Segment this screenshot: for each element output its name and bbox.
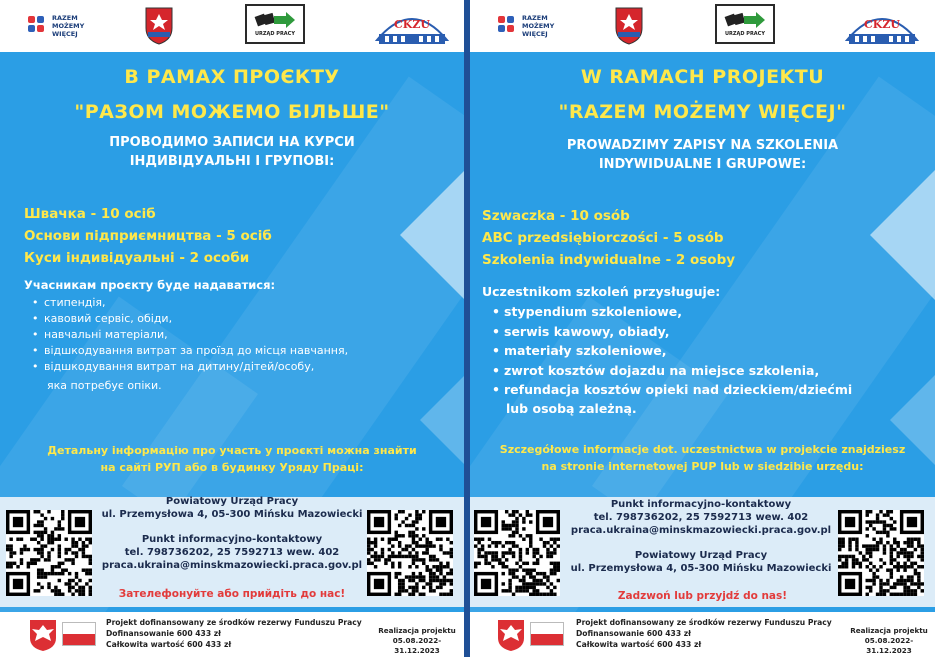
- razem-logo: [498, 8, 570, 44]
- benefit-item: • відшкодування витрат за проїзд до місця навчання,: [30, 343, 348, 359]
- benefit-item: • refundacja kosztów opieki nad dzieckiem/dziećmi: [490, 380, 852, 400]
- polish-flag-icon: [62, 622, 96, 646]
- contact-block: [566, 498, 836, 575]
- svg-text:CKZU: CKZU: [394, 18, 430, 31]
- contact-line: ul. Przemysłowa 4, 05-300 Mińsku Mazowiecki: [101, 509, 363, 520]
- decor-triangle: [870, 165, 935, 305]
- contact-email: praca.ukraina@minskmazowiecki.praca.gov.pl: [101, 560, 363, 571]
- benefit-item: • навчальні матеріали,: [30, 327, 348, 343]
- benefit-item: • materiały szkoleniowe,: [490, 341, 852, 361]
- project-dates: Realizacja projektu 05.08.2022-31.12.2023: [850, 626, 928, 655]
- info-line: на сайті РУП або в будинку Уряду Праці:: [100, 461, 364, 474]
- poster-title: W RAMACH PROJEKTU: [580, 66, 825, 88]
- urzad-pracy-logo: URZĄD PRACY: [715, 4, 775, 44]
- contact-email: praca.ukraina@minskmazowiecki.praca.gov.pl: [570, 525, 832, 536]
- course-item: Szwaczka - 10 osób: [482, 208, 630, 224]
- coat-of-arms-icon: [142, 4, 176, 48]
- benefit-item: • serwis kawowy, obiady,: [490, 322, 852, 342]
- subtitle-line: PROWADZIMY ZAPISY NA SZKOLENIA: [566, 138, 839, 153]
- info-line: Детальну інформацію про участь у проєкті можна знайти: [47, 444, 417, 457]
- contact-block: [100, 495, 364, 572]
- polish-flag-icon: [530, 622, 564, 646]
- contact-line: Punkt informacyjno-kontaktowy: [610, 499, 792, 510]
- svg-text:CKZU: CKZU: [864, 18, 900, 31]
- contact-line: Powiatowy Urząd Pracy: [165, 496, 299, 507]
- contact-spacer: [100, 521, 364, 533]
- contact-spacer: [566, 537, 836, 549]
- benefits-list: [30, 295, 348, 375]
- razem-logo-text: RAZEM MOŻEMY WIĘCEJ: [52, 14, 85, 38]
- logo-header: [470, 0, 935, 52]
- qr-code[interactable]: [474, 510, 560, 596]
- qr-code[interactable]: [6, 510, 92, 596]
- project-name: "RAZEM MOŻEMY WIĘCEJ": [558, 101, 847, 123]
- subtitle-line: ПРОВОДИМО ЗАПИСИ НА КУРСИ: [109, 135, 355, 150]
- call-to-action: Zadzwoń lub przyjdź do nas!: [617, 590, 788, 602]
- contact-line: tel. 798736202, 25 7592713 wew. 402: [593, 512, 809, 523]
- call-to-action: Зателефонуйте або прийдіть до нас!: [118, 588, 346, 600]
- decor-triangle: [400, 165, 464, 305]
- courses-list: [482, 205, 735, 271]
- info-line: Szczegółowe informacje dot. uczestnictwa w projekcie znajdziesz: [499, 443, 906, 456]
- course-item: Основи підприємництва - 5 осіб: [24, 228, 272, 244]
- funding-footer: [0, 612, 464, 657]
- info-line: na stronie internetowej PUP lub w siedzibie urzędu:: [541, 460, 864, 473]
- subtitle-line: INDYWIDUALNE I GRUPOWE:: [598, 157, 807, 172]
- polish-eagle-icon: [28, 618, 58, 652]
- benefit-item: • стипендія,: [30, 295, 348, 311]
- coat-of-arms-icon: [612, 4, 646, 48]
- funding-text: Projekt dofinansowany ze środków rezerwy Funduszu Pracy Dofinansowanie 600 433 zł Całkowita wartość 600 433 zł: [576, 618, 832, 649]
- ckzu-logo: [843, 4, 921, 48]
- urzad-arrow-icon: [254, 11, 296, 29]
- course-item: Швачка - 10 осіб: [24, 206, 156, 222]
- razem-logo: [28, 8, 100, 44]
- courses-list: [24, 203, 272, 269]
- project-name: "РАЗОМ МОЖЕМО БІЛЬШЕ": [74, 101, 390, 123]
- benefits-intro: Uczestnikom szkoleń przysługuje:: [482, 284, 721, 299]
- contact-line: tel. 798736202, 25 7592713 wew. 402: [124, 547, 340, 558]
- urzad-pracy-logo: URZĄD PRACY: [245, 4, 305, 44]
- poster-title: В РАМАХ ПРОЄКТУ: [124, 66, 340, 88]
- benefits-intro: Учасникам проєкту буде надаватися:: [24, 278, 276, 292]
- benefit-continuation: lub osobą zależną.: [506, 401, 637, 416]
- funding-footer: [470, 612, 935, 657]
- benefit-item: • zwrot kosztów dojazdu na miejsce szkolenia,: [490, 361, 852, 381]
- benefit-item: • відшкодування витрат на дитину/дітей/особу,: [30, 359, 348, 375]
- poster-polish: [470, 0, 935, 657]
- ckzu-logo: [373, 4, 451, 48]
- benefit-item: • кавовий сервіс, обіди,: [30, 311, 348, 327]
- contact-line: Punkt informacyjno-kontaktowy: [141, 534, 323, 545]
- poster-ukrainian: [0, 0, 464, 657]
- benefit-item: • stypendium szkoleniowe,: [490, 302, 852, 322]
- course-item: Szkolenia indywidualne - 2 osoby: [482, 252, 736, 268]
- razem-mark-icon: [28, 16, 48, 36]
- urzad-arrow-icon: [724, 11, 766, 29]
- razem-mark-icon: [498, 16, 518, 36]
- course-item: Куси індивідуальні - 2 особи: [24, 250, 250, 266]
- benefit-continuation: яка потребує опіки.: [47, 379, 162, 392]
- contact-line: Powiatowy Urząd Pracy: [634, 550, 768, 561]
- funding-text: Projekt dofinansowany ze środków rezerwy Funduszu Pracy Dofinansowanie 600 433 zł Całkowita wartość 600 433 zł: [106, 618, 362, 649]
- logo-header: [0, 0, 464, 52]
- course-item: ABC przedsiębiorczości - 5 osób: [482, 230, 724, 246]
- polish-eagle-icon: [496, 618, 526, 652]
- qr-code[interactable]: [367, 510, 453, 596]
- benefits-list: [490, 302, 852, 400]
- contact-line: ul. Przemysłowa 4, 05-300 Mińsku Mazowiecki: [570, 563, 832, 574]
- qr-code[interactable]: [838, 510, 924, 596]
- razem-logo-text: RAZEM MOŻEMY WIĘCEJ: [522, 14, 555, 38]
- subtitle-line: ІНДИВІДУАЛЬНІ І ГРУПОВІ:: [129, 154, 335, 169]
- project-dates: Realizacja projektu 05.08.2022-31.12.2023: [378, 626, 456, 655]
